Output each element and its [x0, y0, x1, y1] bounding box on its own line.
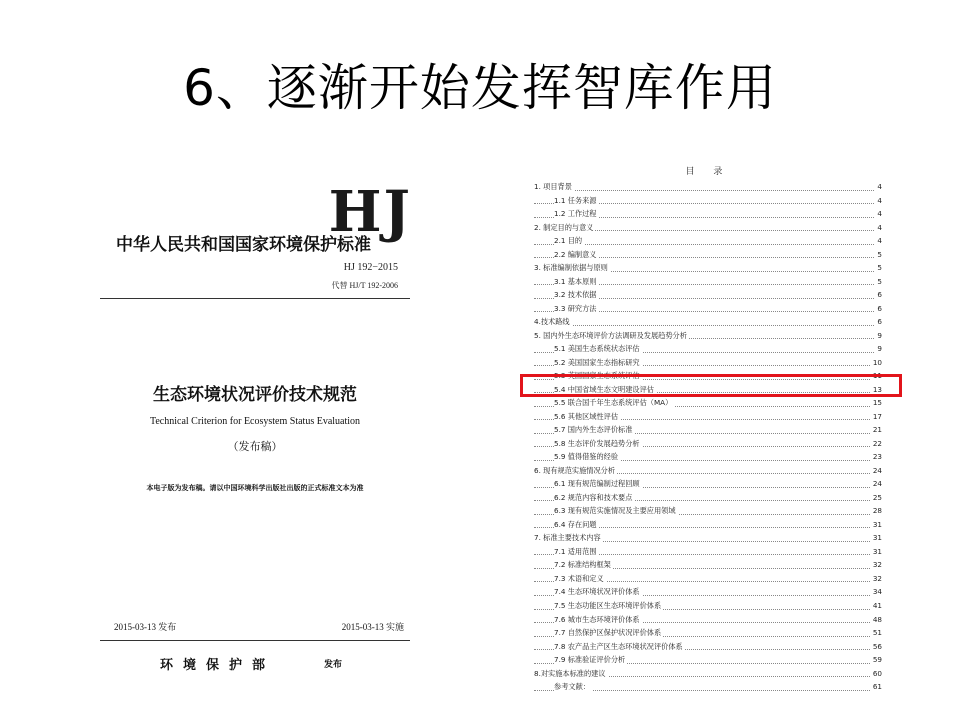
toc-entry-label: 参考文献： [554, 680, 592, 694]
electronic-version-note: 本电子版为发布稿。请以中国环境科学出版社出版的正式标准文本为准 [146, 484, 364, 492]
toc-entry [534, 599, 882, 613]
publisher-name: 环境保护部 [160, 658, 276, 673]
toc-entry-label: 7.1 适用范围 [554, 545, 598, 559]
toc-entry [534, 207, 882, 221]
toc-entry-page: 4 [875, 180, 882, 194]
toc-entry [534, 180, 882, 194]
toc-entry-label: 6.4 存在问题 [554, 518, 598, 532]
toc-entry-page: 4 [875, 234, 882, 248]
toc-entry-label: 3. 标准编制依据与原则 [534, 261, 610, 275]
toc-entry-label: 5.2 美国国家生态指标研究 [554, 356, 642, 370]
toc-entry-label: 4.技术路线 [534, 315, 572, 329]
toc-entry-label: 6.3 现有规范实施情况及主要应用领域 [554, 504, 678, 518]
toc-entry-page: 11 [871, 369, 882, 383]
toc-entry-page: 5 [875, 261, 882, 275]
toc-entry-page: 59 [871, 653, 882, 667]
toc-entry [534, 302, 882, 316]
toc-entry-label: 3.2 技术依据 [554, 288, 598, 302]
toc-entry [534, 518, 882, 532]
toc-entry-label: 5.9 值得借鉴的经验 [554, 450, 620, 464]
replaces-standard: 代替 HJ/T 192-2006 [331, 281, 398, 290]
toc-entry-page: 13 [871, 383, 882, 397]
toc-entry [534, 680, 882, 694]
toc-entry [534, 396, 882, 410]
toc-entry-page: 5 [875, 248, 882, 262]
toc-entry [534, 410, 882, 424]
toc-leader-dots [534, 244, 882, 245]
toc-entry [534, 504, 882, 518]
toc-entry-page: 6 [875, 315, 882, 329]
toc-entry-label: 1.2 工作过程 [554, 207, 598, 221]
toc-entry-label: 5.5 联合国千年生态系统评估（MA） [554, 396, 674, 410]
toc-entry [534, 545, 882, 559]
standard-title-cn: 生态环境状况评价技术规范 [153, 385, 357, 405]
hj-logo: HJ [328, 179, 412, 245]
slide-title: 6、逐渐开始发挥智库作用 [183, 59, 777, 117]
toc-entry-page: 61 [871, 680, 882, 694]
toc-list [534, 180, 882, 694]
toc-entry-label: 6.2 规范内容和技术要点 [554, 491, 634, 505]
toc-entry [534, 329, 882, 343]
toc-entry-label: 2.2 编制意义 [554, 248, 598, 262]
toc-entry-page: 41 [871, 599, 882, 613]
standard-title-en: Technical Criterion for Ecosystem Status Evaluation [149, 416, 361, 427]
toc-entry-label: 6.1 现有规范编制过程回顾 [554, 477, 642, 491]
toc-entry-page: 56 [871, 640, 882, 654]
toc-entry-label: 6. 现有规范实施情况分析 [534, 464, 617, 478]
toc-entry-label: 7.6 城市生态环境评价体系 [554, 613, 642, 627]
toc-entry [534, 531, 882, 545]
toc-leader-dots [534, 325, 882, 326]
toc-entry-page: 28 [871, 504, 882, 518]
toc-entry-label: 7. 标准主要技术内容 [534, 531, 603, 545]
toc-entry-label: 2. 制定目的与意义 [534, 221, 595, 235]
toc-entry-page: 48 [871, 613, 882, 627]
toc-entry [534, 437, 882, 451]
toc-entry-page: 22 [871, 437, 882, 451]
toc-entry-page: 21 [871, 423, 882, 437]
toc-entry-label: 7.9 标准验证评价分析 [554, 653, 627, 667]
toc-entry-page: 6 [875, 288, 882, 302]
toc-entry-label: 5. 国内外生态环境评价方法调研及发展趋势分析 [534, 329, 689, 343]
toc-entry-label: 7.3 术语和定义 [554, 572, 606, 586]
toc-entry-page: 24 [871, 464, 882, 478]
implementation-date: 2015-03-13 实施 [341, 622, 404, 632]
toc-entry [534, 248, 882, 262]
cover-top-rule [100, 298, 410, 299]
standard-cover-page [100, 170, 430, 680]
toc-entry-page: 4 [875, 207, 882, 221]
cover-bottom-rule [100, 640, 410, 641]
standard-code: HJ 192−2015 [343, 262, 398, 273]
toc-entry [534, 667, 882, 681]
toc-entry [534, 234, 882, 248]
toc-entry-page: 32 [871, 572, 882, 586]
draft-label: （发布稿） [227, 440, 283, 453]
toc-entry-label: 7.2 标准结构框架 [554, 558, 613, 572]
toc-entry-page: 34 [871, 585, 882, 599]
toc-entry [534, 477, 882, 491]
toc-entry-label: 7.7 自然保护区保护状况评价体系 [554, 626, 663, 640]
publish-word: 发布 [324, 660, 343, 670]
toc-entry-page: 9 [875, 329, 882, 343]
toc-entry-label: 1.1 任务来源 [554, 194, 598, 208]
toc-entry [534, 261, 882, 275]
toc-entry [534, 194, 882, 208]
toc-entry-page: 51 [871, 626, 882, 640]
toc-entry-label: 3.3 研究方法 [554, 302, 598, 316]
toc-entry [534, 585, 882, 599]
toc-entry [534, 464, 882, 478]
toc-entry-page: 15 [871, 396, 882, 410]
toc-entry-label: 3.1 基本原则 [554, 275, 598, 289]
toc-heading: 目 录 [685, 167, 731, 177]
toc-entry-label: 7.5 生态功能区生态环境评价体系 [554, 599, 663, 613]
toc-entry-page: 32 [871, 558, 882, 572]
cover-country-title: 中华人民共和国国家环境保护标准 [116, 235, 371, 255]
toc-entry-label: 7.8 农产品主产区生态环境状况评价体系 [554, 640, 685, 654]
toc-entry-page: 60 [871, 667, 882, 681]
toc-entry [534, 342, 882, 356]
toc-entry [534, 613, 882, 627]
toc-entry-page: 17 [871, 410, 882, 424]
toc-entry-label: 5.1 美国生态系统状态评估 [554, 342, 642, 356]
toc-entry [534, 572, 882, 586]
toc-entry [534, 640, 882, 654]
toc-entry-page: 4 [875, 194, 882, 208]
toc-entry-page: 4 [875, 221, 882, 235]
issue-date: 2015-03-13 发布 [114, 622, 177, 632]
toc-entry [534, 288, 882, 302]
toc-entry-label: 8.对实施本标准的建议 [534, 667, 608, 681]
toc-entry-page: 24 [871, 477, 882, 491]
toc-entry-label: 1. 项目背景 [534, 180, 574, 194]
toc-entry [534, 315, 882, 329]
toc-entry [534, 275, 882, 289]
toc-entry-page: 31 [871, 518, 882, 532]
toc-entry-page: 25 [871, 491, 882, 505]
toc-entry-label: 5.8 生态评价发展趋势分析 [554, 437, 642, 451]
toc-entry-label: 5.7 国内外生态评价标准 [554, 423, 634, 437]
toc-entry-page: 10 [871, 356, 882, 370]
toc-entry-label: 7.4 生态环境状况评价体系 [554, 585, 642, 599]
toc-entry [534, 450, 882, 464]
toc-entry [534, 626, 882, 640]
toc-entry [534, 558, 882, 572]
toc-entry [534, 423, 882, 437]
toc-leader-dots [534, 190, 882, 191]
toc-entry-label: 5.4 中国省域生态文明建设评估 [554, 383, 656, 397]
table-of-contents [534, 162, 882, 692]
toc-entry-label: 2.1 目的 [554, 234, 584, 248]
toc-entry-page: 9 [875, 342, 882, 356]
toc-entry [534, 221, 882, 235]
toc-entry-label: 5.3 英国国家生态系统评估 [554, 369, 642, 383]
toc-entry-page: 31 [871, 531, 882, 545]
toc-entry-label: 5.6 其他区域性评估 [554, 410, 620, 424]
highlight-box [520, 374, 902, 397]
toc-entry-page: 6 [875, 302, 882, 316]
toc-entry [534, 491, 882, 505]
toc-entry [534, 653, 882, 667]
toc-entry-page: 23 [871, 450, 882, 464]
toc-entry-page: 5 [875, 275, 882, 289]
toc-entry [534, 356, 882, 370]
toc-entry-page: 31 [871, 545, 882, 559]
